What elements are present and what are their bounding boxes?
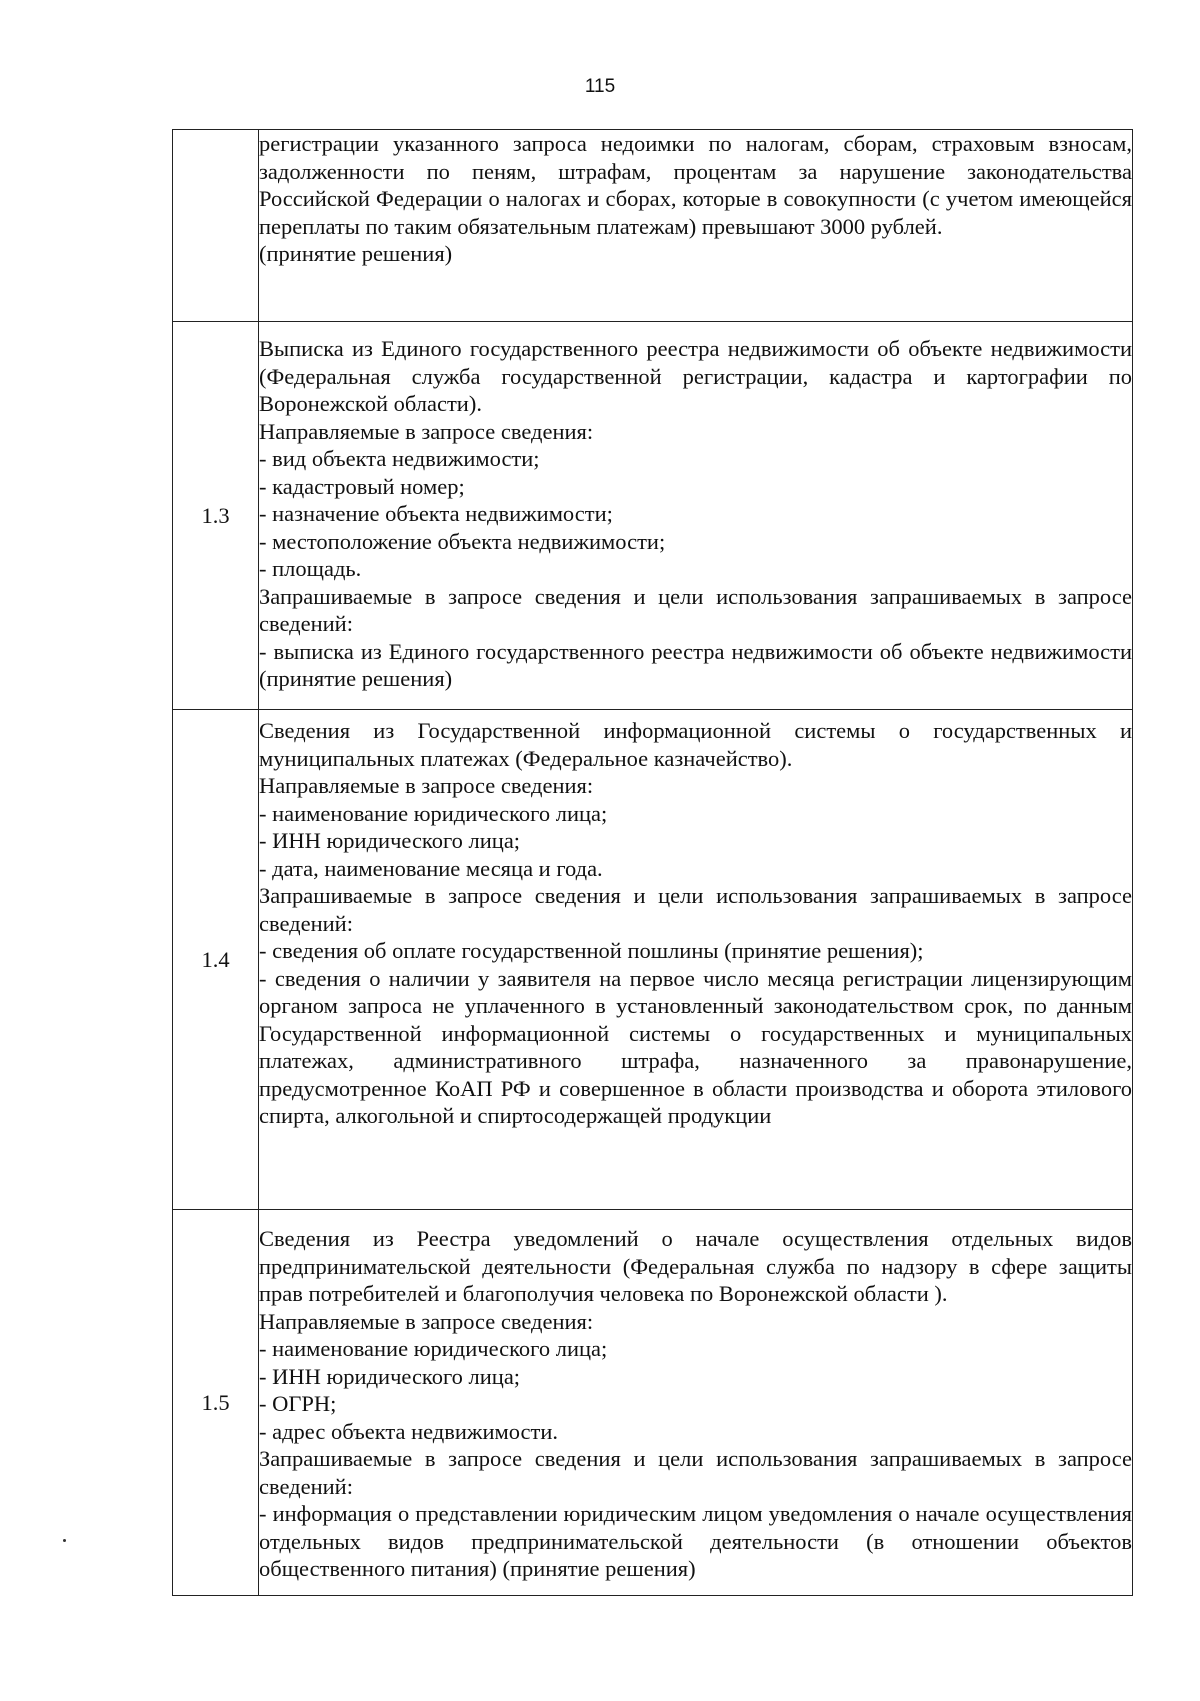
row-number: 1.5 [173,1210,259,1596]
text-line: регистрации указанного запроса недоимки по налогам, сборам, страховым взносам, задолженности по пеням, штрафам, процентам за нарушение законодательства Российской Федерации о налогах и сборах, которые в совокупности (с учетом имеющейся переплаты по таким обязательным платежам) превышают 3000 рублей. [259,131,1132,239]
row-number [173,130,259,322]
table-row [173,1210,1133,1596]
text-line: - площадь. [259,556,362,581]
row-text [259,710,1132,1130]
text-line: - информация о представлении юридическим лицом уведомления о начале осуществления отдельных видов предпринимательской деятельности (в отношении объектов общественного питания) (принятие решения) [259,1501,1132,1581]
table-row [173,322,1133,710]
text-line: Запрашиваемые в запросе сведения и цели использования запрашиваемых в запросе сведений: [259,883,1132,936]
row-number: 1.3 [173,322,259,710]
text-line: Направляемые в запросе сведения: [259,418,594,444]
text-line: - кадастровый номер; [259,473,465,499]
text-line: - вид объекта недвижимости; [259,446,540,471]
text-line: - ОГРН; [259,1391,337,1416]
text-line: Запрашиваемые в запросе сведения и цели использования запрашиваемых в запросе сведений: [259,1446,1132,1499]
document-table [172,129,1133,1596]
text-line: Выписка из Единого государственного реестра недвижимости об объекте недвижимости (Федеральная служба государственной регистрации, кадастра и картографии по Воронежской области). [259,336,1132,416]
row-text [259,1210,1132,1583]
text-line: Сведения из Государственной информационной системы о государственных и муниципальных платежах (Федеральное казначейство). [259,718,1132,771]
text-line: - адрес объекта недвижимости. [259,1418,559,1444]
row-content [259,130,1133,322]
text-line: - наименование юридического лица; [259,1336,608,1361]
row-content [259,710,1133,1210]
table-row [173,130,1133,322]
text-line: - сведения о наличии у заявителя на первое число месяца регистрации лицензирующим органом запроса не уплаченного в установленный законодательством срок, по данным Государственной информационной системы о государственных и муниципальных платежах, административного штрафа, назначенного за правонарушение, предусмотренное КоАП РФ и совершенное в области производства и оборота этилового спирта, алкогольной и спиртосодержащей продукции [259,965,1132,1128]
text-line: - дата, наименование месяца и года. [259,855,603,881]
table-row [173,710,1133,1210]
text-line: - ИНН юридического лица; [259,1363,521,1389]
text-line: - назначение объекта недвижимости; [259,501,613,526]
text-line: - сведения об оплате государственной пошлины (принятие решения); [259,938,924,963]
text-line: Направляемые в запросе сведения: [259,773,594,798]
row-text [259,130,1132,268]
text-line: Запрашиваемые в запросе сведения и цели использования запрашиваемых в запросе сведений: [259,583,1132,636]
text-line: Направляемые в запросе сведения: [259,1308,594,1334]
scan-dot-mark [63,1539,66,1542]
row-text [259,322,1132,693]
text-line: - выписка из Единого государственного реестра недвижимости об объекте недвижимости (принятие решения) [259,638,1132,691]
text-line: (принятие решения) [259,241,453,266]
row-content [259,1210,1133,1596]
text-line: Сведения из Реестра уведомлений о начале осуществления отдельных видов предпринимательской деятельности (Федеральная служба по надзору в сфере защиты прав потребителей и благополучия человека по Воронежской области ). [259,1226,1132,1306]
row-content [259,322,1133,710]
text-line: - ИНН юридического лица; [259,828,521,853]
row-number: 1.4 [173,710,259,1210]
text-line: - наименование юридического лица; [259,800,608,826]
page-number: 115 [584,76,616,97]
text-line: - местоположение объекта недвижимости; [259,528,666,554]
